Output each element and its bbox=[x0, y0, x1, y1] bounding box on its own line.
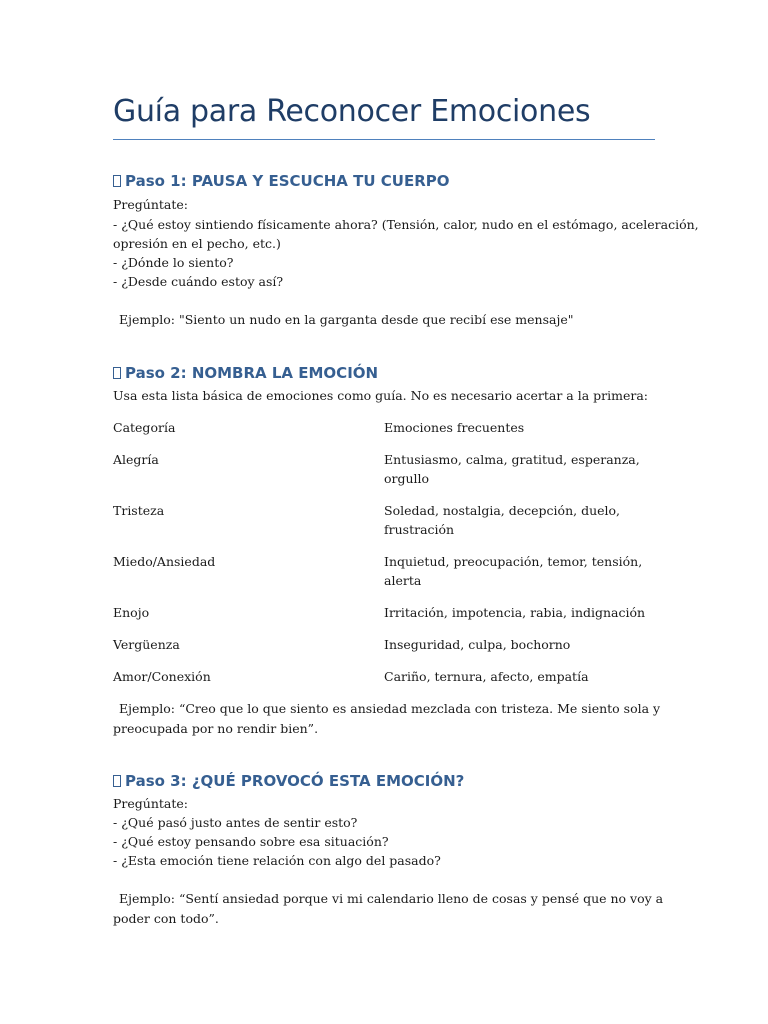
table-cell-emotions: alerta bbox=[384, 573, 422, 588]
step2-heading bbox=[113, 364, 378, 382]
step2-example: Ejemplo: “Creo que lo que siento es ansiedad mezclada con tristeza. Me siento sola y bbox=[119, 701, 661, 716]
missing-glyph-icon bbox=[113, 775, 121, 787]
step3-line: - ¿Qué pasó justo antes de sentir esto? bbox=[113, 815, 358, 830]
step3-line: - ¿Qué estoy pensando sobre esa situación? bbox=[113, 834, 389, 849]
table-cell-emotions: Cariño, ternura, afecto, empatía bbox=[384, 669, 589, 684]
step1-example: Ejemplo: "Siento un nudo en la garganta desde que recibí ese mensaje" bbox=[119, 312, 574, 327]
page-title: Guía para Reconocer Emociones bbox=[113, 94, 591, 129]
table-cell-category: Amor/Conexión bbox=[113, 669, 211, 684]
step1-line: opresión en el pecho, etc.) bbox=[113, 236, 281, 251]
step1-line: - ¿Dónde lo siento? bbox=[113, 255, 234, 270]
table-cell-emotions: Irritación, impotencia, rabia, indignación bbox=[384, 605, 646, 620]
table-cell-category: Vergüenza bbox=[113, 637, 180, 652]
step3-heading-text: Paso 3: ¿QUÉ PROVOCÓ ESTA EMOCIÓN? bbox=[125, 772, 465, 790]
table-cell-emotions: Entusiasmo, calma, gratitud, esperanza, bbox=[384, 452, 640, 467]
step1-line: Pregúntate: bbox=[113, 197, 188, 212]
step1-heading-text: Paso 1: PAUSA Y ESCUCHA TU CUERPO bbox=[125, 172, 450, 190]
step2-intro: Usa esta lista básica de emociones como guía. No es necesario acertar a la primera: bbox=[113, 388, 648, 403]
step3-heading bbox=[113, 772, 464, 790]
step3-example: Ejemplo: “Sentí ansiedad porque vi mi calendario lleno de cosas y pensé que no voy a bbox=[119, 891, 664, 906]
table-cell-emotions: Inseguridad, culpa, bochorno bbox=[384, 637, 571, 652]
table-cell-category: Alegría bbox=[113, 452, 159, 467]
table-header-category: Categoría bbox=[113, 420, 176, 435]
table-cell-emotions: orgullo bbox=[384, 471, 430, 486]
step1-heading bbox=[113, 172, 450, 190]
table-cell-category: Miedo/Ansiedad bbox=[113, 554, 216, 569]
table-cell-category: Enojo bbox=[113, 605, 150, 620]
step1-line: - ¿Qué estoy sintiendo físicamente ahora? (Tensión, calor, nudo en el estómago, aceleración, bbox=[113, 217, 699, 232]
step3-line: Pregúntate: bbox=[113, 796, 188, 811]
step3-line: - ¿Esta emoción tiene relación con algo del pasado? bbox=[113, 853, 441, 868]
table-cell-category: Tristeza bbox=[113, 503, 165, 518]
table-cell-emotions: Inquietud, preocupación, temor, tensión, bbox=[384, 554, 643, 569]
title-underline bbox=[113, 139, 655, 140]
step2-heading-text: Paso 2: NOMBRA LA EMOCIÓN bbox=[125, 364, 379, 382]
table-cell-emotions: Soledad, nostalgia, decepción, duelo, bbox=[384, 503, 621, 518]
missing-glyph-icon bbox=[113, 367, 121, 379]
step3-example: poder con todo”. bbox=[113, 911, 219, 926]
table-header-emotions: Emociones frecuentes bbox=[384, 420, 525, 435]
step1-line: - ¿Desde cuándo estoy así? bbox=[113, 274, 284, 289]
step2-example: preocupada por no rendir bien”. bbox=[113, 721, 319, 736]
table-cell-emotions: frustración bbox=[384, 522, 455, 537]
missing-glyph-icon bbox=[113, 175, 121, 187]
